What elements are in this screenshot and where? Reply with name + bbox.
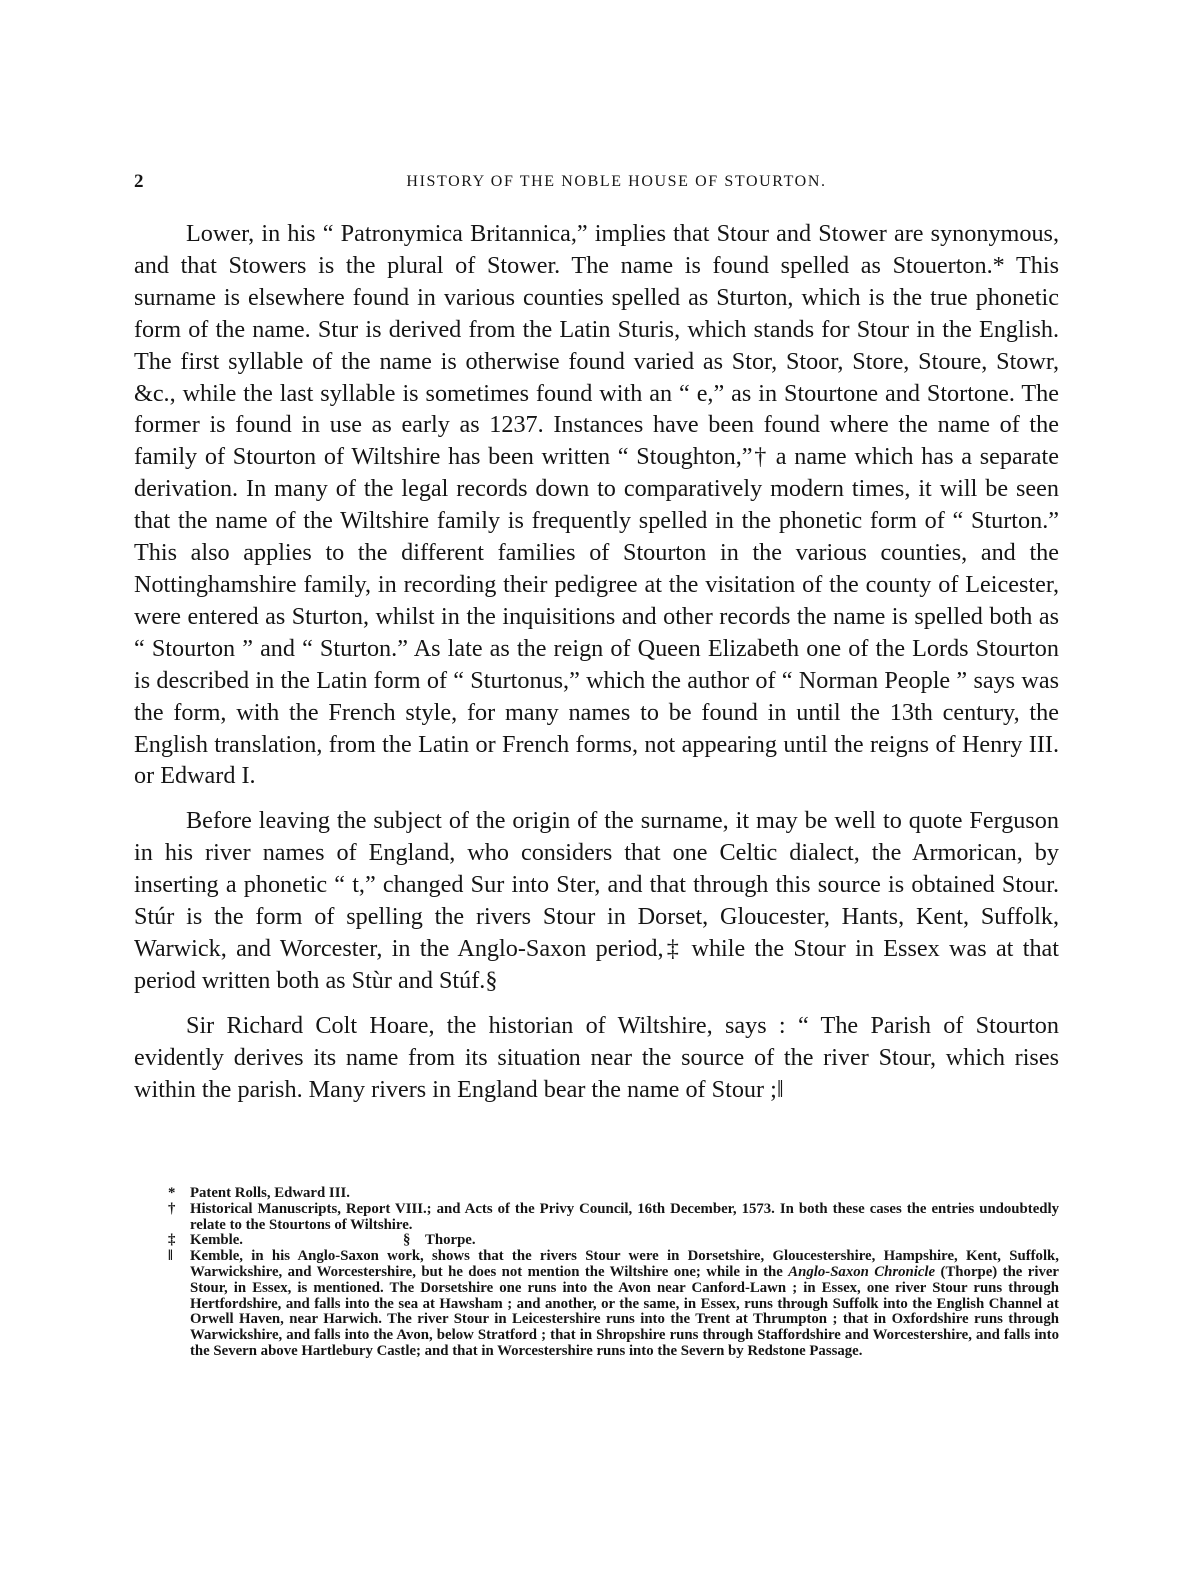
footnote-text: Thorpe.: [425, 1232, 476, 1249]
footnote-mark: ‡: [168, 1232, 176, 1249]
footnote-row: [168, 1233, 1059, 1249]
footnote-5: [168, 1249, 1059, 1360]
paragraph-3: Sir Richard Colt Hoare, the historian of Wiltshire, says : “ The Parish of Stourton evidently derives its name from its situation near the source of the river Stour, which rises within the parish. Many rivers in England bear the name of Stour ;‖: [134, 1011, 1059, 1103]
footnote-text: Patent Rolls, Edward III.: [190, 1185, 350, 1201]
page-header: [134, 171, 1059, 199]
body-text: [134, 218, 1059, 1105]
footnote-2: [168, 1202, 1059, 1234]
footnote-mark: §: [403, 1232, 411, 1249]
paragraph-2: Before leaving the subject of the origin of the surname, it may be well to quote Ferguson in his river names of England, who considers that one Celtic dialect, the Armorican, by inserting a phonetic “ t,” changed Sur into Ster, and that through this source is obtained Stour. Stúr is the form of spelling the rivers Stour in Dorset, Gloucester, Hants, Kent, Suffolk, Warwick, and Worcester, in the Anglo-Saxon period,‡ while the Stour in Essex was at that period written both as Stùr and Stúf.§: [134, 807, 1059, 994]
footnote-mark: ‖: [168, 1248, 173, 1265]
footnote-text-before: Kemble, in his Anglo-Saxon work, shows that the rivers Stour were in Dorsetshire, Gloucestershire, Hampshire, Kent, Suffolk, Warwickshire, and Worcestershire, but he does not mention the Wiltshire one; while in the: [190, 1248, 1059, 1280]
footnote-text: Historical Manuscripts, Report VIII.; and Acts of the Privy Council, 16th December, 1573. In both these cases the entries undoubtedly relate to the Stourtons of Wiltshire.: [190, 1200, 1059, 1233]
footnote-text-after: (Thorpe) the river Stour, in Essex, is mentioned. The Dorsetshire one runs into the Avon near Canford-Lawn ; in Essex, one river Stour runs through Hertfordshire, and falls into the sea at Hawsham ; and another, or the same, in Essex, runs through Suffolk into the English Channel at Orwell Haven, near Harwich. The river Stour in Leicestershire runs into the Trent at Thrumpton ; that in Oxfordshire runs through Warwickshire, and falls into the Avon, below Stratford ; that in Shropshire runs through Staffordshire and Worcestershire, and falls into the Severn above Hartlebury Castle; and that in Worcestershire runs into the Severn by Redstone Passage.: [190, 1263, 1059, 1359]
footnote-mark: *: [168, 1185, 176, 1201]
footnote-4: [403, 1233, 476, 1249]
chronicle-title: Anglo-Saxon Chronicle: [788, 1263, 936, 1280]
paragraph-1: Lower, in his “ Patronymica Britannica,” implies that Stour and Stower are synonymous, and that Stowers is the plural of Stower. The name is found spelled as Stouerton.* This surname is elsewhere found in various counties spelled as Sturton, which is the true phonetic form of the name. Stur is derived from the Latin Sturis, which stands for Stour in the English. The first syllable of the name is otherwise found varied as Stor, Stoor, Store, Stoure, Stowr, &c., while the last syllable is sometimes found with an “ e,” as in Stourtone and Stortone. The former is found in use as early as 1237. Instances have been found where the name of the family of Stourton of Wiltshire has been written “ Stoughton,”† a name which has a separate derivation. In many of the legal records down to comparatively modern times, it will be seen that the name of the Wiltshire family is frequently spelled in the phonetic form of “ Sturton.” This also applies to the different families of Stourton in the various counties, and the Nottinghamshire family, in recording their pedigree at the visitation of the county of Leicester, were entered as Sturton, whilst in the inquisitions and other records the name is spelled both as “ Stourton ” and “ Sturton.” As late as the reign of Queen Elizabeth one of the Lords Stourton is described in the Latin form of “ Sturtonus,” which the author of “ Norman People ” says was the form, with the French style, for many names to be found in until the 13th century, the English translation, from the Latin or French forms, not appearing until the reigns of Henry III. or Edward I.: [134, 220, 1059, 790]
running-head: HISTORY OF THE NOBLE HOUSE OF STOURTON.: [406, 173, 827, 190]
page-number: 2: [134, 171, 144, 192]
footnote-1: [168, 1186, 1059, 1202]
footnote-text: Kemble.: [190, 1232, 244, 1249]
footnote-3: [168, 1233, 243, 1249]
footnotes: [168, 1186, 1059, 1360]
footnote-mark: †: [168, 1200, 176, 1217]
